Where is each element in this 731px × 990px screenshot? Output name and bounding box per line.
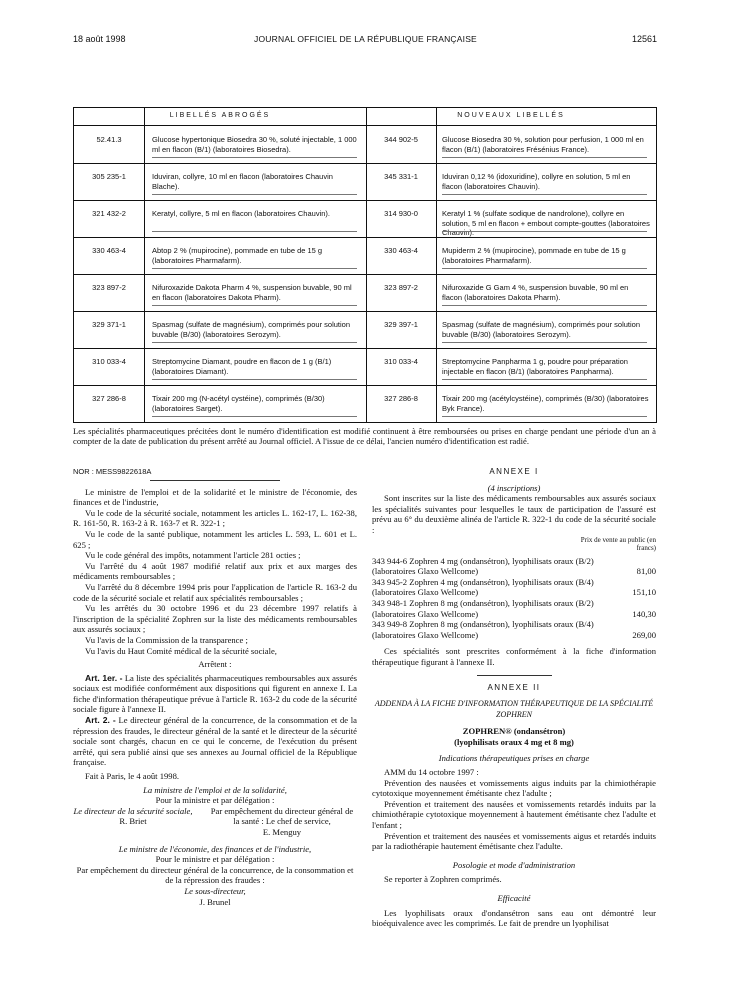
old-label: Abtop 2 % (mupirocine), pommade en tube de 15 g (laboratoires Pharmafarm).: [152, 246, 323, 265]
signature-2-role: Par empêchement du directeur général de la santé : Le chef de service,: [210, 805, 354, 827]
old-dash-rule: [152, 268, 357, 269]
new-label: Iduviran 0,12 % (idoxuridine), collyre en solution, 5 ml en flacon (laboratoires Chauvin).: [442, 172, 631, 191]
ministre-emploi: La ministre de l'emploi et de la solidarité,: [143, 784, 287, 795]
old-dash-rule: [152, 416, 357, 417]
new-code: 344 902-5: [384, 135, 418, 144]
product-price: 140,30: [632, 608, 656, 619]
vu-item: Vu le code général des impôts, notamment l'article 281 octies ;: [85, 550, 301, 561]
article-1-label: Art. 1er. -: [85, 672, 123, 683]
table-divider: [436, 108, 437, 422]
article-2-text: Le directeur général de la concurrence, de la consommation et de la répression des fraudes, le directeur général de la santé et le directeur de la sécurité sociale sont chargés, chacun en ce qui le concerne, de l'exécution du présent arrêté, qui sera publié ainsi que ses annexes au Journal officiel de la République française.: [73, 715, 357, 768]
old-dash-rule: [152, 342, 357, 343]
price-column-header: Prix de vente au public (en francs): [580, 535, 656, 552]
header-nouveaux-libelles: NOUVEAUX LIBELLÉS: [457, 112, 565, 119]
vu-item: Vu l'arrêté du 4 août 1987 modifié relatif aux prix et aux marges des médicaments remboursables ;: [73, 560, 357, 582]
posologie-text: Se reporter à Zophren comprimés.: [384, 874, 502, 885]
table-row-rule: [74, 348, 656, 349]
product-price: 81,00: [636, 566, 656, 577]
table-row-rule: [74, 274, 656, 275]
efficacite-title: Efficacité: [497, 893, 531, 903]
efficacite-text: Les lyophilisats oraux d'ondansétron sans eau ont démontré leur bioéquivalence avec les comprimés. Le fait de prendre un lyophilisat: [372, 907, 656, 929]
annexe-1-footer: Ces spécialités sont prescrites conformément à la fiche d'information thérapeutique figurant à l'annexe II.: [372, 646, 656, 667]
arretent: Arrêtent :: [198, 659, 232, 670]
fait-a-paris: Fait à Paris, le 4 août 1998.: [85, 771, 180, 782]
product-label: 343 948-1 Zophren 8 mg (ondansétron), lyophilisats oraux (B/2) (laboratoires Glaxo Wellcome): [372, 597, 594, 619]
old-label: Glucose hypertonique Biosedra 30 %, soluté injectable, 1 000 ml en flacon (B/1) (laboratoires Biosedra).: [152, 135, 357, 154]
article-2: [73, 715, 357, 768]
table-row-rule: [74, 311, 656, 312]
product-name: ZOPHREN® (ondansétron): [462, 726, 566, 737]
new-label: Streptomycine Panpharma 1 g, poudre pour préparation injectable en flacon (B/1) (laboratoires Panpharma).: [442, 357, 628, 376]
new-label: Mupiderm 2 % (mupirocine), pommade en tube de 15 g (laboratoires Pharmafarm).: [442, 246, 626, 265]
new-label: Keratyl 1 % (sulfate sodique de nandrolone), collyre en solution, 5 ml en flacon + embout compte-gouttes (laboratoires Chauvin).: [442, 209, 650, 237]
new-dash-rule: [442, 194, 647, 195]
indications-list: [372, 778, 656, 852]
new-label: Spasmag (sulfate de magnésium), comprimés pour solution buvable (B/30) (laboratoires Serozym).: [442, 320, 641, 339]
vu-item: Vu le code de la sécurité sociale, notamment les articles L. 162-17, L. 162-38, R. 161-50, R. 163-2 à R. 163-7 et R. 322-1 ;: [73, 507, 357, 529]
new-code: 310 033-4: [384, 357, 418, 366]
old-dash-rule: [152, 194, 357, 195]
product-label: 343 949-8 Zophren 8 mg (ondansétron), lyophilisats oraux (B/4) (laboratoires Glaxo Wellcome): [372, 619, 594, 640]
empechement-dgccrf: Par empêchement du directeur général de la concurrence, de la consommation et de la répression des fraudes :: [76, 864, 354, 886]
amm-date: AMM du 14 octobre 1997 :: [384, 767, 479, 778]
new-dash-rule: [442, 268, 647, 269]
vu-item: Vu les arrêtés du 30 octobre 1996 et du 23 décembre 1997 relatifs à l'inscription de la spécialité Zophren sur la liste des médicaments remboursables aux assurés sociaux ;: [73, 603, 357, 635]
new-dash-rule: [442, 379, 647, 380]
addenda-title: ADDENDA À LA FICHE D'INFORMATION THÉRAPEUTIQUE DE LA SPÉCIALITÉ ZOPHREN: [374, 699, 654, 719]
old-dash-rule: [152, 305, 357, 306]
product-row: [372, 598, 656, 619]
product-price: 151,10: [632, 587, 656, 598]
old-label: Nifuroxazide Dakota Pharm 4 %, suspension buvable, 90 ml en flacon (laboratoires Dakota Pharm).: [152, 283, 352, 302]
vu-item: Vu l'avis du Haut Comité médical de la sécurité sociale,: [85, 645, 277, 656]
right-column: [372, 467, 656, 929]
signature-2-name: E. Menguy: [262, 827, 302, 837]
indication-item: Prévention des nausées et vomissements aigus induits par la chimiothérapie cytotoxique moyennement émétisante chez l'adulte ;: [372, 777, 656, 799]
table-row-rule: [74, 385, 656, 386]
annexe-1-subtitle: (4 inscriptions): [487, 482, 541, 493]
new-dash-rule: [442, 231, 647, 232]
product-label: 343 944-6 Zophren 4 mg (ondansétron), lyophilisats oraux (B/2) (laboratoires Glaxo Wellcome): [372, 555, 594, 577]
new-label: Tixair 200 mg (acétylcystéine), comprimés (B/30) (laboratoires Byk France).: [442, 394, 649, 413]
product-price: 269,00: [632, 629, 656, 640]
nor-separator: [150, 480, 280, 481]
table-divider: [144, 108, 145, 422]
arrete-intro: Le ministre de l'emploi et de la solidarité et le ministre de l'économie, des finances et de l'industrie,: [73, 486, 357, 508]
old-code: 310 033-4: [92, 357, 126, 366]
old-label: Keratyl, collyre, 5 ml en flacon (laboratoires Chauvin).: [152, 209, 330, 218]
old-label: Iduviran, collyre, 10 ml en flacon (laboratoires Chauvin Blache).: [152, 172, 333, 191]
nor-reference: NOR : MESS9822618A: [73, 467, 152, 476]
left-column: [73, 467, 357, 907]
old-label: Streptomycine Diamant, poudre en flacon de 1 g (B/1) (laboratoires Diamant).: [152, 357, 332, 376]
old-code: 321 432-2: [92, 209, 126, 218]
old-dash-rule: [152, 231, 357, 232]
sous-directeur-name: J. Brunel: [199, 896, 231, 907]
page-number: 12561: [631, 34, 657, 44]
indication-item: Prévention et traitement des nausées et vomissements aigus et retardés induits par la radiothérapie hautement émétisante chez l'adulte.: [372, 830, 656, 852]
header-libelles-abroges: LIBELLÉS ABROGÉS: [169, 112, 271, 119]
old-dash-rule: [152, 379, 357, 380]
signature-1-role: Le directeur de la sécurité sociale,: [73, 805, 193, 816]
article-2-label: Art. 2. -: [85, 715, 116, 726]
products-list: [372, 556, 656, 641]
old-code: 52.41.3: [96, 135, 122, 144]
new-code: 329 397-1: [384, 320, 418, 329]
old-code: 305 235-1: [92, 172, 126, 181]
new-code: 330 463-4: [384, 246, 418, 255]
note-paragraph: Les spécialités pharmaceutiques précitées dont le numéro d'identification est modifié continuent à être remboursées ou prises en charge pendant une période d'un an à compter de la date de publication du présent arrêté au Journal officiel. A l'issue de ce délai, l'ancien numéro d'identification est radié.: [73, 426, 656, 447]
new-code: 327 286-8: [384, 394, 418, 403]
new-code: 345 331-1: [384, 172, 418, 181]
new-label: Nifuroxazide G Gam 4 %, suspension buvable, 90 ml en flacon (laboratoires Dakota Pharm).: [442, 283, 629, 302]
new-dash-rule: [442, 342, 647, 343]
table-divider: [366, 108, 367, 422]
old-code: 329 371-1: [92, 320, 126, 329]
new-dash-rule: [442, 416, 647, 417]
annexe-2-title: ANNEXE II: [487, 682, 541, 692]
sous-directeur-role: Le sous-directeur,: [184, 885, 246, 896]
delegation-2: Pour le ministre et par délégation :: [155, 854, 275, 865]
product-form: (lyophilisats oraux 4 mg et 8 mg): [454, 736, 574, 747]
product-row: [372, 556, 656, 577]
new-dash-rule: [442, 157, 647, 158]
page-date: 18 août 1998: [73, 34, 126, 44]
ministre-economie: Le ministre de l'économie, des finances et de l'industrie,: [118, 843, 312, 854]
vu-item: Vu l'avis de la Commission de la transparence ;: [85, 634, 248, 645]
new-label: Glucose Biosedra 30 %, solution pour perfusion, 1 000 ml en flacon (B/1) (laboratoires Frésénius France).: [442, 135, 644, 154]
old-code: 323 897-2: [92, 283, 126, 292]
product-row: [372, 619, 656, 640]
annexe-1-title: ANNEXE I: [489, 467, 539, 476]
table-row-rule: [74, 200, 656, 201]
annex-separator: [477, 675, 552, 676]
old-label: Spasmag (sulfate de magnésium), comprimés pour solution buvable (B/30) (laboratoires Serozym).: [152, 320, 351, 339]
article-1-text: La liste des spécialités pharmaceutiques remboursables aux assurés sociaux est modifiée conformément aux dispositions qui figurent en annexe I. La fiche d'information thérapeutique prévue à l'article R. 163-2 du code de la sécurité sociale figure à l'annexe II.: [73, 672, 357, 715]
table-row-rule: [74, 237, 656, 238]
delegation-1: Pour la ministre et par délégation :: [155, 795, 275, 806]
article-1: [73, 673, 357, 715]
new-code: 314 930-0: [384, 209, 418, 218]
indication-item: Prévention et traitement des nausées et vomissements retardés induits par la chimiothérapie cytotoxique moyennement à hautement émétisante chez l'adulte et l'enfant ;: [372, 798, 656, 831]
libelles-table: [73, 107, 657, 423]
old-label: Tixair 200 mg (N-acétyl cystéine), comprimés (B/30) (laboratoires Sarget).: [152, 394, 325, 413]
product-label: 343 945-2 Zophren 4 mg (ondansétron), lyophilisats oraux (B/4) (laboratoires Glaxo Wellcome): [372, 576, 594, 598]
indications-title: Indications thérapeutiques prises en charge: [438, 753, 590, 764]
signature-1-name: R. Briet: [119, 816, 147, 827]
old-code: 327 286-8: [92, 394, 126, 403]
posologie-title: Posologie et mode d'administration: [452, 859, 576, 870]
annexe-1-text: Sont inscrites sur la liste des médicaments remboursables aux assurés sociaux les spécialités suivantes pour lesquelles le taux de participation de l'assuré est prévu au 6° du deuxième alinéa de l'article R. 322-1 du code de la sécurité sociale :: [372, 493, 656, 535]
table-header-rule: [74, 125, 656, 126]
journal-title: JOURNAL OFFICIEL DE LA RÉPUBLIQUE FRANÇAISE: [254, 34, 477, 44]
new-dash-rule: [442, 305, 647, 306]
vus-list: [73, 508, 357, 656]
product-row: [372, 577, 656, 598]
new-code: 323 897-2: [384, 283, 418, 292]
table-row-rule: [74, 163, 656, 164]
signatures-row: [73, 806, 357, 838]
old-dash-rule: [152, 157, 357, 158]
vu-item: Vu l'arrêté du 8 décembre 1994 pris pour l'application de l'article R. 163-2 du code de la sécurité sociale et relatif aux spécialités remboursables ;: [73, 581, 357, 603]
vu-item: Vu le code de la santé publique, notamment les articles L. 593, L. 601 et L. 625 ;: [73, 528, 357, 550]
old-code: 330 463-4: [92, 246, 126, 255]
